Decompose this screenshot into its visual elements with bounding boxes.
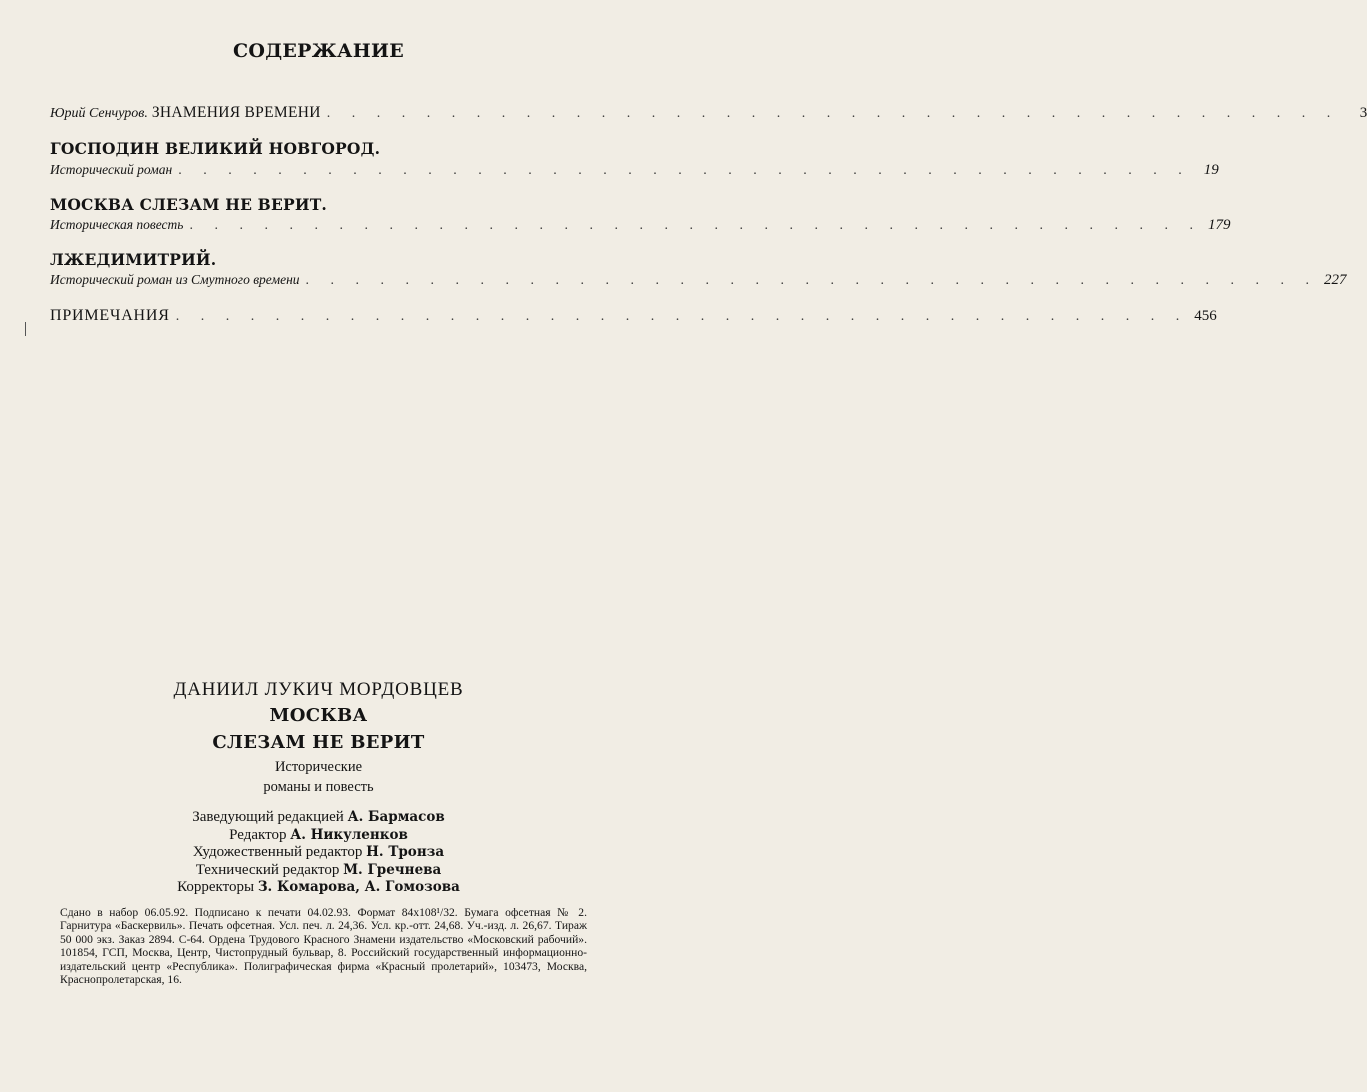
staff-role: Технический редактор bbox=[195, 861, 340, 878]
staff-name: М. Гречнева bbox=[343, 861, 442, 878]
toc-leader: . . . . . . . . . . . . . . . . . . . . . . . . . . . . . . . . . . . . . . . . . bbox=[189, 218, 1202, 233]
toc-title: СОДЕРЖАНИЕ bbox=[232, 40, 405, 62]
staff-line bbox=[0, 844, 637, 862]
margin-mark bbox=[25, 322, 26, 336]
toc-entry-intro bbox=[50, 104, 1367, 126]
staff-list bbox=[0, 809, 637, 897]
toc-leader: . . . . . . . . . . . . . . . . . . . . . . . . . . . . . . . . . . . . . . . . . bbox=[178, 163, 1191, 178]
toc-leader: . . . . . . . . . . . . . . . . . . . . . . . . . . . . . . . . . . . . . . . . . bbox=[326, 106, 1340, 121]
staff-name: А. Бармасов bbox=[347, 809, 445, 825]
toc-work-title: МОСКВА СЛЕЗАМ НЕ ВЕРИТ. bbox=[50, 195, 328, 214]
imprint-author: ДАНИИЛ ЛУКИЧ МОРДОВЦЕВ bbox=[173, 679, 464, 700]
toc-entry-notes bbox=[50, 307, 1217, 329]
toc-entry bbox=[50, 217, 1231, 239]
toc-page-number: 3 bbox=[1359, 105, 1367, 121]
toc-work-title: ГОСПОДИН ВЕЛИКИЙ НОВГОРОД. bbox=[50, 139, 381, 158]
staff-name: Н. Тронза bbox=[366, 844, 445, 860]
staff-name: А. Никуленков bbox=[290, 826, 408, 843]
staff-line bbox=[0, 827, 637, 845]
imprint bbox=[0, 678, 637, 897]
toc-leader: . . . . . . . . . . . . . . . . . . . . . . . . . . . . . . . . . . . . . . . . . bbox=[175, 309, 1189, 324]
toc-intro-author: Юрий Сенчуров. bbox=[50, 106, 148, 121]
toc-notes-title: ПРИМЕЧАНИЯ bbox=[50, 307, 170, 324]
toc-entry bbox=[50, 272, 1347, 294]
toc-work-subtitle: Исторический роман из Смутного времени bbox=[50, 272, 300, 287]
toc-entry bbox=[50, 162, 1219, 184]
imprint-title-line-1: МОСКВА bbox=[269, 705, 368, 726]
staff-role: Корректоры bbox=[177, 879, 255, 895]
staff-role: Заведующий редакцией bbox=[192, 809, 344, 825]
colophon: Сдано в набор 06.05.92. Подписано к печати 04.02.93. Формат 84х108¹/32. Бумага офсетная № 2. Гарнитура «Баскервиль». Печать офсетная. Усл. печ. л. 24,36. Усл. кр.-отт. 24,68. Уч.-изд. л. 26,67. Тираж 50 000 экз. Заказ 2894. С-64. Ордена Трудового Красного Знамени издательство «Московский рабочий». 101854, ГСП, Москва, Центр, Чистопрудный бульвар, 8. Российский государственный информационно-издательский центр «Республика». Полиграфическая фирма «Красный пролетарий», 103473, Москва, Краснопролетарская, 16. bbox=[60, 906, 587, 987]
staff-name: З. Комарова, А. Гомозова bbox=[257, 879, 460, 895]
toc-page-number: 19 bbox=[1203, 162, 1219, 178]
staff-line bbox=[0, 862, 637, 880]
toc-page-number: 179 bbox=[1207, 217, 1231, 233]
imprint-genre-line-1: Исторические bbox=[274, 759, 363, 775]
toc-leader: . . . . . . . . . . . . . . . . . . . . . . . . . . . . . . . . . . . . . . . . . bbox=[305, 273, 1319, 288]
toc-work-subtitle: Историческая повесть bbox=[50, 217, 184, 232]
toc-page-number: 227 bbox=[1324, 272, 1347, 288]
staff-line bbox=[0, 879, 637, 897]
staff-line bbox=[0, 809, 637, 827]
toc-work-subtitle: Исторический роман bbox=[50, 162, 173, 177]
imprint-genre-line-2: романы и повесть bbox=[263, 779, 374, 795]
toc-work-title: ЛЖЕДИМИТРИЙ. bbox=[50, 250, 217, 269]
toc-intro-title: ЗНАМЕНИЯ ВРЕМЕНИ bbox=[151, 104, 321, 121]
staff-role: Художественный редактор bbox=[192, 844, 363, 860]
toc-page-number: 456 bbox=[1194, 308, 1217, 324]
staff-role: Редактор bbox=[229, 826, 287, 843]
imprint-title-line-2: СЛЕЗАМ НЕ ВЕРИТ bbox=[212, 732, 425, 753]
